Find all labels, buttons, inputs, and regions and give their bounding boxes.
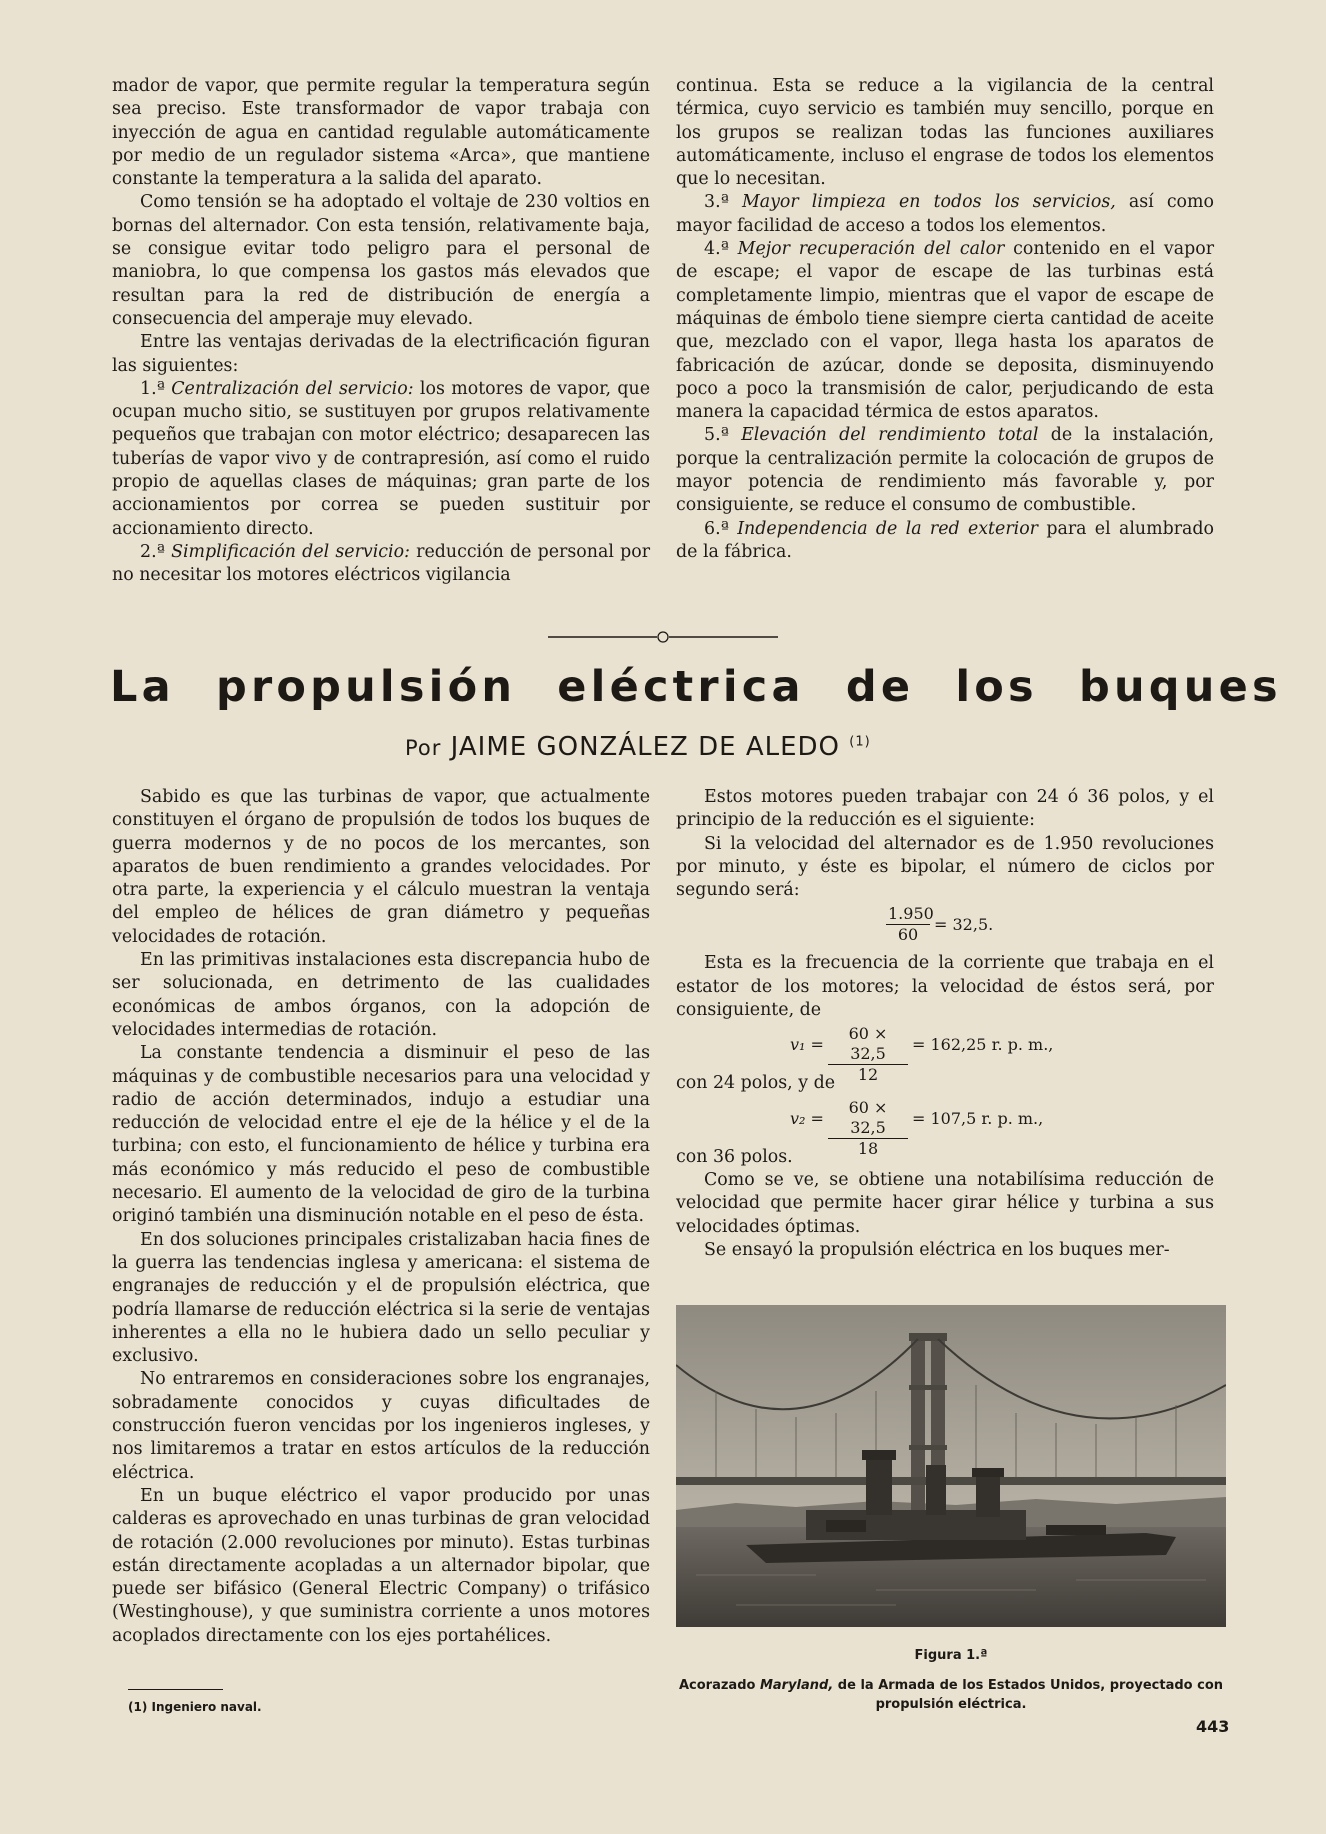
numerator: 1.950	[888, 904, 934, 924]
figure-label: Figura 1.ª	[914, 1648, 988, 1663]
item-text: reducción de personal por no necesitar los motores eléctricos vigilancia	[112, 541, 651, 586]
paragraph: Como se ve, se obtiene una notabilísima reducción de velocidad que permite hacer girar hélice y turbina a sus velocidades óptimas.	[676, 1169, 1214, 1237]
formula-result: = 107,5 r. p. m.,	[912, 1108, 1044, 1128]
paragraph: Como tensión se ha adoptado el voltaje de 230 voltios en bornas del alternador. Con esta tensión, relativamente baja, se consigue evitar todo peligro para el personal de maniobra, lo que compensa los gastos más elevados que resultan para la red de distribución de energía a consecuencia del amperaje muy elevado.	[112, 192, 650, 329]
numerator: 60 × 32,5	[828, 1098, 908, 1139]
denominator: 12	[857, 1065, 879, 1085]
item-text: para el alumbrado de la fábrica.	[676, 518, 1215, 562]
article-byline	[405, 732, 1205, 762]
item-number: 2.ª	[140, 541, 165, 562]
item-title: Mejor recuperación del calor	[737, 239, 1005, 260]
caption-text: de la Armada de los Estados Unidos, proyectado con propulsión eléctrica.	[833, 1678, 1224, 1712]
paragraph: continua. Esta se reduce a la vigilancia de la central térmica, cuyo servicio es también muy sencillo, porque en los grupos se realizan todas las funciones auxiliares automáticamente, incluso el engrase de todos los elementos que lo necesitan.	[676, 76, 1214, 190]
item-number: 5.ª	[704, 425, 729, 446]
paragraph: Entre las ventajas derivadas de la electrificación figuran las siguientes:	[112, 332, 650, 376]
list-item	[112, 541, 650, 588]
paragraph: La constante tendencia a disminuir el peso de las máquinas y de combustible necesarios para una velocidad y radio de acción determinados, indujo a estudiar una reducción de velocidad entre el eje de la hélice y el de la turbina; con esto, el funcionamiento de hélice y turbina era más económico y más reducido el peso de combustible necesario. El aumento de la velocidad de giro de la turbina originó también una disminución notable en el peso de ésta.	[112, 1043, 650, 1227]
fraction	[828, 1098, 908, 1159]
paragraph: Estos motores pueden trabajar con 24 ó 36 polos, y el principio de la reducción es el siguiente:	[676, 787, 1214, 831]
paragraph: con 36 polos.	[676, 1146, 793, 1167]
list-item	[676, 518, 1214, 565]
list-item	[112, 378, 650, 541]
previous-article-left-column	[112, 75, 650, 588]
paragraph: No entraremos en consideraciones sobre los engranajes, sobradamente conocidos y cuyas dificultades de construcción fueron vencidas por los ingenieros ingleses, y nos limitaremos a tratar en estos artículos de la reducción eléctrica.	[112, 1369, 650, 1483]
item-number: 1.ª	[140, 378, 165, 399]
paragraph: En las primitivas instalaciones esta discrepancia hubo de ser solucionada, en detrimento de las cualidades económicas de ambos órganos, con la adopción de velocidades intermedias de rotación.	[112, 950, 650, 1040]
footnote-rule	[128, 1689, 223, 1690]
caption-text: Acorazado	[678, 1678, 760, 1693]
formula-result: = 32,5.	[934, 915, 994, 935]
battleship-photo	[676, 1305, 1226, 1627]
item-number: 4.ª	[704, 239, 729, 260]
paragraph: En un buque eléctrico el vapor producido por unas calderas es aprovechado en unas turbinas de gran velocidad de rotación (2.000 revoluciones por minuto). Estas turbinas están directamente acopladas a un alternador bipolar, que puede ser bifásico (General Electric Company) o trifásico (Westinghouse), y que suministra corriente a unos motores acoplados directamente con los ejes portahélices.	[112, 1485, 650, 1646]
formula-lhs: v₂ =	[790, 1108, 824, 1128]
item-title: Centralización del servicio:	[171, 378, 414, 399]
formula-result: = 162,25 r. p. m.,	[912, 1035, 1054, 1055]
article-right-column	[676, 786, 1214, 1262]
numerator: 60 × 32,5	[828, 1024, 908, 1065]
item-text: de la instalación, porque la centralización permite la colocación de grupos de mayor potencia de rendimiento más favorable y, por consiguiente, se reduce el consumo de combustible.	[676, 425, 1215, 516]
ship-name: Maryland,	[759, 1678, 834, 1693]
paragraph: con 24 polos, y de	[676, 1073, 835, 1094]
denominator: 60	[897, 925, 919, 945]
author-name: JAIME GONZÁLEZ DE ALEDO	[450, 732, 841, 762]
figure-caption	[676, 1676, 1226, 1714]
list-item	[676, 238, 1214, 424]
item-title: Elevación del rendimiento total	[741, 425, 1039, 446]
item-title: Mayor limpieza en todos los servicios,	[741, 192, 1116, 213]
paragraph: En dos soluciones principales cristalizaban hacia fines de la guerra las tendencias inglesa y americana: el sistema de engranajes de reducción y el de propulsión eléctrica, que podría llamarse de reducción eléctrica si la serie de ventajas inherentes a ella no le hubiera dado un sello peculiar y exclusivo.	[112, 1229, 650, 1367]
item-number: 3.ª	[704, 192, 729, 213]
item-text: contenido en el vapor de escape; el vapor de escape de las turbinas está completamente limpio, mientras que el vapor de escape de máquinas de émbolo tiene siempre cierta cantidad de aceite que, mezclado con el vapor, llega hasta los aparatos de fabricación de azúcar, donde se deposita, disminuyendo poco a poco la transmisión de calor, perjudicando de esta manera la capacidad térmica de estos aparatos.	[676, 239, 1215, 423]
figure-photograph	[676, 1305, 1226, 1627]
formula-cycles	[676, 902, 1214, 952]
list-item	[676, 191, 1214, 238]
paragraph: Sabido es que las turbinas de vapor, que actualmente constituyen el órgano de propulsión de todos los buques de guerra modernos y de no pocos de los mercantes, son aparatos de buen rendimiento a grandes velocidades. Por otra parte, la experiencia y el cálculo muestran la ventaja del empleo de hélices de gran diámetro y pequeñas velocidades de rotación.	[112, 787, 650, 947]
item-title: Simplificación del servicio:	[171, 541, 410, 562]
section-separator	[548, 627, 778, 647]
item-text: los motores de vapor, que ocupan mucho sitio, se sustituyen por grupos relativamente pequeños que trabajan con motor eléctrico; desaparecen las tuberías de vapor vivo y de contrapresión, así como el ruido propio de aquellas clases de máquinas; gran parte de los accionamientos por correa se pueden sustituir por accionamiento directo.	[112, 378, 651, 539]
paragraph: Si la velocidad del alternador es de 1.950 revoluciones por minuto, y éste es bipolar, el número de ciclos por segundo será:	[676, 833, 1214, 901]
byline-prefix: Por	[405, 736, 442, 760]
item-title: Independencia de la red exterior	[737, 518, 1038, 539]
denominator: 18	[857, 1138, 879, 1158]
previous-article-right-column	[676, 75, 1214, 564]
footnote: (1) Ingeniero naval.	[128, 1700, 262, 1714]
paragraph: Se ensayó la propulsión eléctrica en los buques mer-	[704, 1239, 1170, 1260]
author-footnote-marker: (1)	[849, 734, 871, 750]
item-number: 6.ª	[704, 518, 729, 539]
item-text: así como mayor facilidad de acceso a todos los elementos.	[676, 192, 1214, 236]
list-item	[676, 424, 1214, 517]
page-number: 443	[1196, 1717, 1230, 1736]
fraction	[828, 1024, 908, 1085]
fraction	[886, 904, 934, 945]
article-title: La propulsión eléctrica de los buques	[110, 662, 1282, 712]
paragraph: mador de vapor, que permite regular la temperatura según sea preciso. Este transformador de vapor trabaja con inyección de agua en cantidad regulable automáticamente por medio de un regulador sistema «Arca», que mantiene constante la temperatura a la salida del aparato.	[112, 76, 650, 190]
paragraph: Esta es la frecuencia de la corriente que trabaja en el estator de los motores; la velocidad de éstos será, por consiguiente, de	[676, 953, 1214, 1021]
formula-lhs: v₁ =	[790, 1035, 824, 1055]
article-left-column	[112, 786, 650, 1648]
